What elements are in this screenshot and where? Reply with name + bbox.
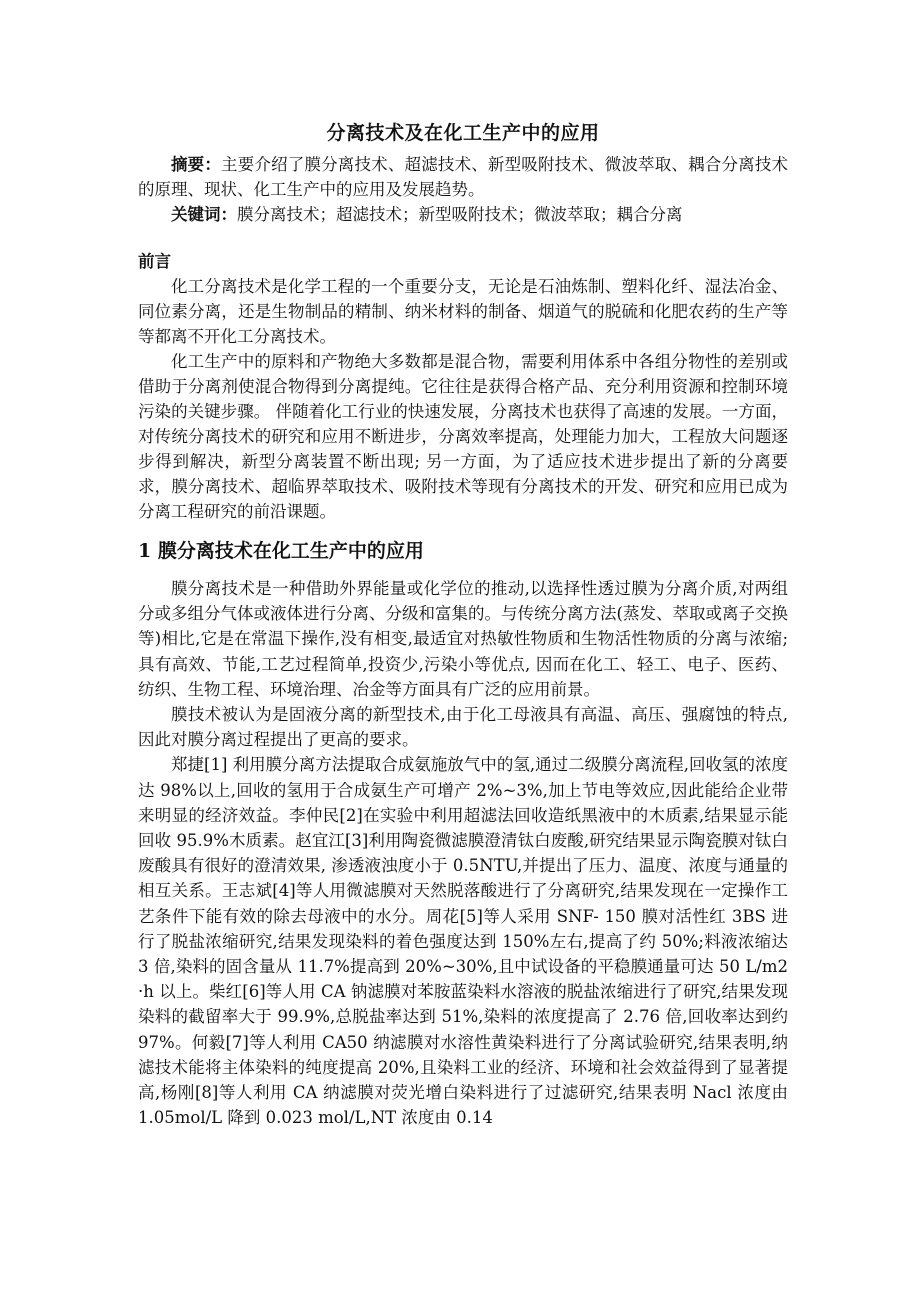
abstract-text: 主要介绍了膜分离技术、超滤技术、新型吸附技术、微波萃取、耦合分离技术的原理、现状、化工生产中的应用及发展趋势。 <box>138 155 789 199</box>
section-1-heading: 1 膜分离技术在化工生产中的应用 <box>138 540 424 562</box>
section-1-paragraph-1: 膜分离技术是一种借助外界能量或化学位的推动,以选择性透过膜为分离介质,对两组分或多组分气体或液体进行分离、分级和富集的。与传统分离方法(蒸发、萃取或离子交换等)相比,它是在常温下操作,没有相变,最适宜对热敏性物质和生物活性物质的分离与浓缩;具有高效、节能,工艺过程简单,投资少,污染小等优点, 因而在化工、轻工、电子、医药、纺织、生物工程、环境治理、冶金等方面具有广泛的应用前景。 <box>138 579 788 699</box>
preface-paragraph-1: 化工分离技术是化学工程的一个重要分支，无论是石油炼制、塑料化纤、湿法冶金、同位素分离，还是生物制品的精制、纳米材料的制备、烟道气的脱硫和化肥农药的生产等等都离不开化工分离技术。 <box>138 277 788 346</box>
preface-heading: 前言 <box>138 252 171 271</box>
preface-paragraph-2: 化工生产中的原料和产物绝大多数都是混合物，需要利用体系中各组分物性的差别或借助于分离剂使混合物得到分离提纯。它往往是获得合格产品、充分利用资源和控制环境污染的关键步骤。 伴随着化工行业的快速发展，分离技术也获得了高速的发展。一方面，对传统分离技术的研究和应用不断进步，分离效率提高，处理能力加大，工程放大问题逐步得到解决，新型分离装置不断出现; 另一方面，为了适应技术进步提出了新的分离要求，膜分离技术、超临界萃取技术、吸附技术等现有分离技术的开发、研究和应用已成为分离工程研究的前沿课题。 <box>138 352 788 521</box>
keywords-label: 关键词： <box>171 205 237 224</box>
section-1-paragraph-2: 膜技术被认为是固液分离的新型技术,由于化工母液具有高温、高压、强腐蚀的特点,因此对膜分离过程提出了更高的要求。 <box>138 705 788 750</box>
abstract-paragraph <box>138 152 788 202</box>
section-1-paragraph-3: 郑捷[1] 利用膜分离方法提取合成氨施放气中的氢,通过二级膜分离流程,回收氢的浓度达 98%以上,回收的氢用于合成氨生产可增产 2%~3%,加上节电等效应,因此能给企业带来明显的经济效益。李仲民[2]在实验中利用超滤法回收造纸黑液中的木质素,结果显示能回收 95.9%木质素。赵宜江[3]利用陶瓷微滤膜澄清钛白废酸,研究结果显示陶瓷膜对钛白废酸具有很好的澄清效果, 渗透液浊度小于 0.5NTU,并提出了压力、温度、浓度与通量的相互关系。王志斌[4]等人用微滤膜对天然脱落酸进行了分离研究,结果发现在一定操作工艺条件下能有效的除去母液中的水分。周花[5]等人采用 SNF- 150 膜对活性红 3BS 进行了脱盐浓缩研究,结果发现染料的着色强度达到 150%左右,提高了约 50%;料液浓缩达 3 倍,染料的固含量从 11.7%提高到 20%~30%,且中试设备的平稳膜通量可达 50 L/m2·h 以上。柴红[6]等人用 CA 钠滤膜对苯胺蓝染料水溶液的脱盐浓缩进行了研究,结果发现染料的截留率大于 99.9%,总脱盐率达到 51%,染料的浓度提高了 2.76 倍,回收率达到约 97%。何毅[7]等人利用 CA50 纳滤膜对水溶性黄染料进行了分离试验研究,结果表明,纳滤技术能将主体染料的纯度提高 20%,且染料工业的经济、环境和社会效益得到了显著提高,杨刚[8]等人利用 CA 纳滤膜对荧光增白染料进行了过滤研究,结果表明 Nacl 浓度由 1.05mol/L 降到 0.023 mol/L,NT 浓度由 0.14 <box>138 755 788 1128</box>
section-1-body <box>138 576 788 1130</box>
document-title: 分离技术及在化工生产中的应用 <box>326 122 600 144</box>
document-body <box>138 118 788 1130</box>
abstract-label: 摘要： <box>171 155 222 174</box>
keywords-text: 膜分离技术；超滤技术；新型吸附技术；微波萃取；耦合分离 <box>237 205 683 224</box>
keywords-paragraph <box>138 202 788 227</box>
